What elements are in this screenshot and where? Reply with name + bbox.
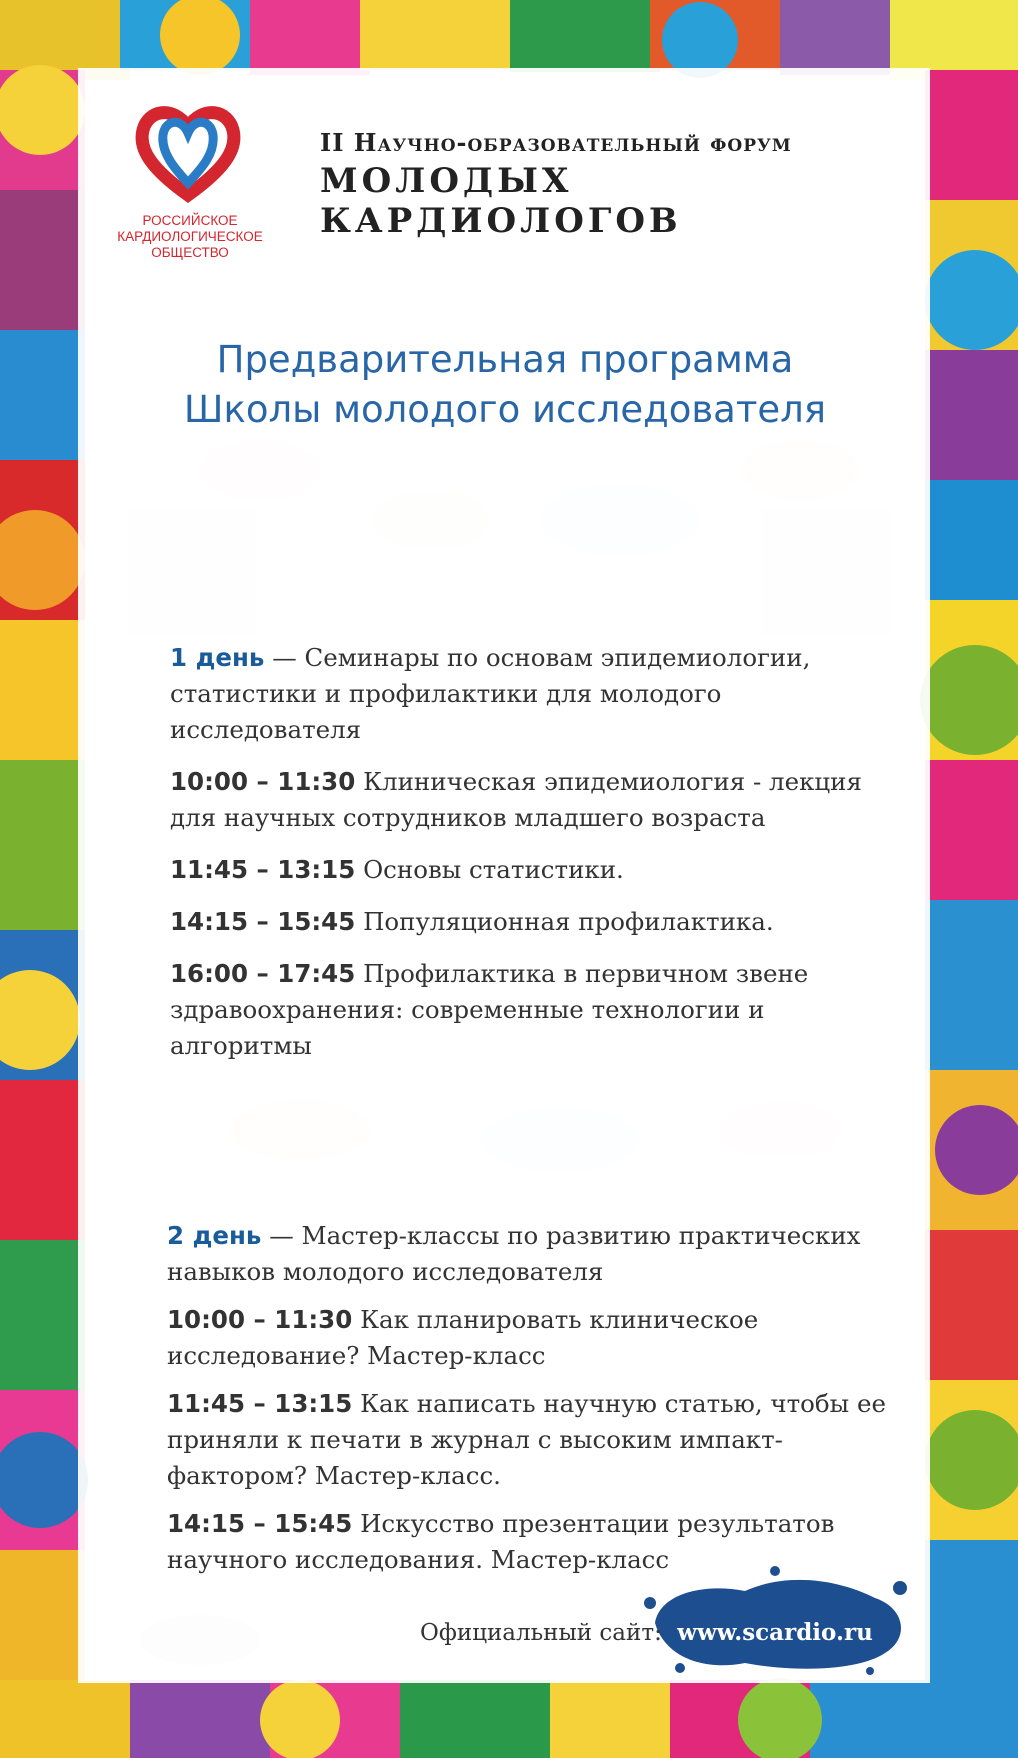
schedule-text: Профилактика в первичном звене здравоохранения: современные технологии и алгоритмы <box>170 959 809 1060</box>
schedule-item <box>167 1386 907 1494</box>
schedule-time: 10:00 – 11:30 <box>167 1305 353 1334</box>
day-1-section <box>170 640 910 1080</box>
day-2-title: — Мастер-классы по развитию практических навыков молодого исследователя <box>167 1221 861 1286</box>
logo-line-1: РОССИЙСКОЕ <box>142 213 238 228</box>
day-1-label: 1 день <box>170 643 265 672</box>
schedule-time: 16:00 – 17:45 <box>170 959 356 988</box>
forum-title-line-2: МОЛОДЫХ КАРДИОЛОГОВ <box>320 161 682 241</box>
program-heading-line-2: Школы молодого исследователя <box>183 388 827 431</box>
schedule-text: Клиническая эпидемиология - лекция для научных сотрудников младшего возраста <box>170 767 862 832</box>
schedule-item <box>167 1302 907 1374</box>
forum-title <box>320 128 920 241</box>
forum-title-line-1: II Научно-образовательный форум <box>320 128 792 157</box>
schedule-text: Основы статистики. <box>355 855 624 884</box>
schedule-time: 11:45 – 13:15 <box>170 855 356 884</box>
schedule-text: Популяционная профилактика. <box>355 907 774 936</box>
schedule-item <box>170 956 910 1064</box>
schedule-time: 14:15 – 15:45 <box>167 1509 353 1538</box>
day-1-title: — Семинары по основам эпидемиологии, статистики и профилактики для молодого исследователя <box>170 643 811 744</box>
day-2-intro <box>167 1218 907 1290</box>
day-2-label: 2 день <box>167 1221 262 1250</box>
logo-line-3: ОБЩЕСТВО <box>151 245 229 260</box>
site-label: Официальный сайт: <box>420 1620 662 1646</box>
day-1-intro <box>170 640 910 748</box>
schedule-text: Как планировать клиническое исследование? Мастер-класс <box>167 1305 759 1370</box>
program-heading <box>110 335 900 435</box>
schedule-text: Как написать научную статью, чтобы ее приняли к печати в журнал с высоким импакт-фактором? Мастер-класс. <box>167 1389 886 1490</box>
schedule-item <box>170 904 910 940</box>
schedule-item <box>170 764 910 836</box>
logo-line-2: КАРДИОЛОГИЧЕСКОЕ <box>117 229 263 244</box>
schedule-item <box>170 852 910 888</box>
schedule-text: Искусство презентации результатов научного исследования. Мастер-класс <box>167 1509 835 1574</box>
schedule-time: 14:15 – 15:45 <box>170 907 356 936</box>
day-2-section <box>167 1218 907 1590</box>
heart-icon <box>133 105 243 205</box>
rko-logo <box>105 105 275 275</box>
schedule-time: 10:00 – 11:30 <box>170 767 356 796</box>
site-url-link[interactable]: www.scardio.ru <box>677 1619 873 1646</box>
schedule-time: 11:45 – 13:15 <box>167 1389 353 1418</box>
program-heading-line-1: Предварительная программа <box>216 338 794 381</box>
official-site <box>420 1615 920 1650</box>
